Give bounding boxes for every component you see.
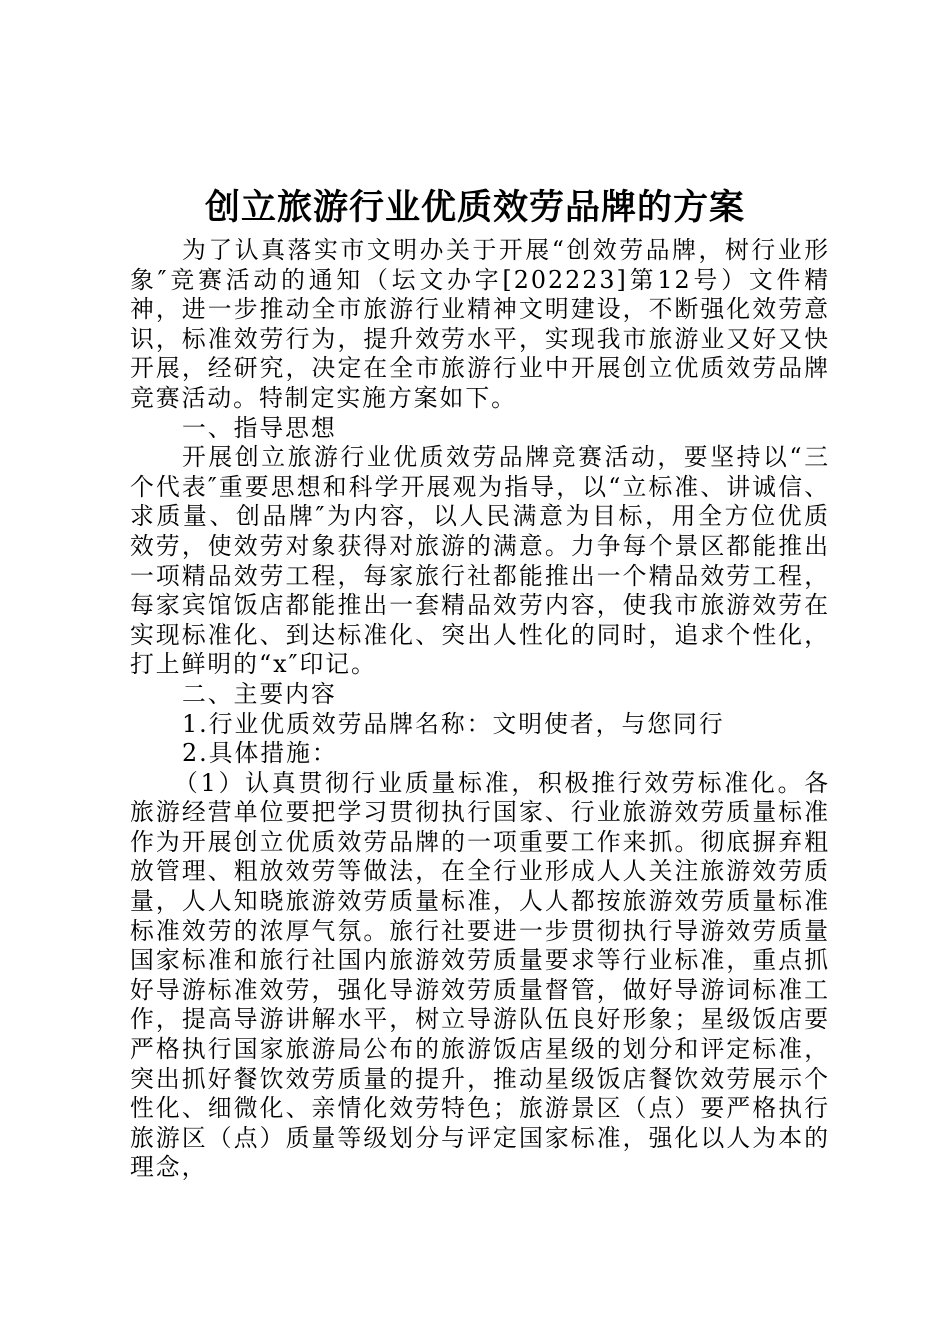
document-body: [130, 236, 830, 1183]
guiding-thought-paragraph: 开展创立旅游行业优质效劳品牌竞赛活动，要坚持以“三个代表″重要思想和科学开展观为指导，以“立标准、讲诚信、求质量、创品牌″为内容，以人民满意为目标，用全方位优质效劳，使效劳对象获得对旅游的满意。力争每个景区都能推出一项精品效劳工程，每家旅行社都能推出一个精品效劳工程，每家宾馆饭店都能推出一套精品效劳内容，使我市旅游效劳在实现标准化、到达标准化、突出人性化的同时，追求个性化，打上鲜明的“x″印记。: [130, 443, 830, 679]
item-specific-measures: 2.具体措施：: [182, 739, 338, 768]
item-brand-name: 1.行业优质效劳品牌名称：文明使者，与您同行: [182, 709, 725, 738]
intro-paragraph: 为了认真落实市文明办关于开展“创效劳品牌，树行业形象″竞赛活动的通知（坛文办字[202223]第12号）文件精神，进一步推动全市旅游行业精神文明建设，不断强化效劳意识，标准效劳行为，提升效劳水平，实现我市旅游业又好又快开展，经研究，决定在全市旅游行业中开展创立优质效劳品牌竞赛活动。特制定实施方案如下。: [130, 236, 830, 412]
document-title: 创立旅游行业优质效劳品牌的方案: [204, 187, 745, 228]
section-heading-guiding-thought: 一、指导思想: [182, 413, 337, 442]
measure-paragraph-1: （1）认真贯彻行业质量标准，积极推行效劳标准化。各旅游经营单位要把学习贯彻执行国家、行业旅游效劳质量标准作为开展创立优质效劳品牌的一项重要工作来抓。彻底摒弃粗放管理、粗放效劳等做法，在全行业形成人人关注旅游效劳质量，人人知晓旅游效劳质量标准，人人都按旅游效劳质量标准标准效劳的浓厚气氛。旅行社要进一步贯彻执行导游效劳质量国家标准和旅行社国内旅游效劳质量要求等行业标准，重点抓好导游标准效劳，强化导游效劳质量督管，做好导游词标准工作，提高导游讲解水平，树立导游队伍良好形象；星级饭店要严格执行国家旅游局公布的旅游饭店星级的划分和评定标准，突出抓好餐饮效劳质量的提升，推动星级饭店餐饮效劳展示个性化、细微化、亲情化效劳特色；旅游景区（点）要严格执行旅游区（点）质量等级划分与评定国家标准，强化以人为本的理念，: [130, 768, 830, 1182]
section-heading-main-content: 二、主要内容: [182, 679, 337, 708]
